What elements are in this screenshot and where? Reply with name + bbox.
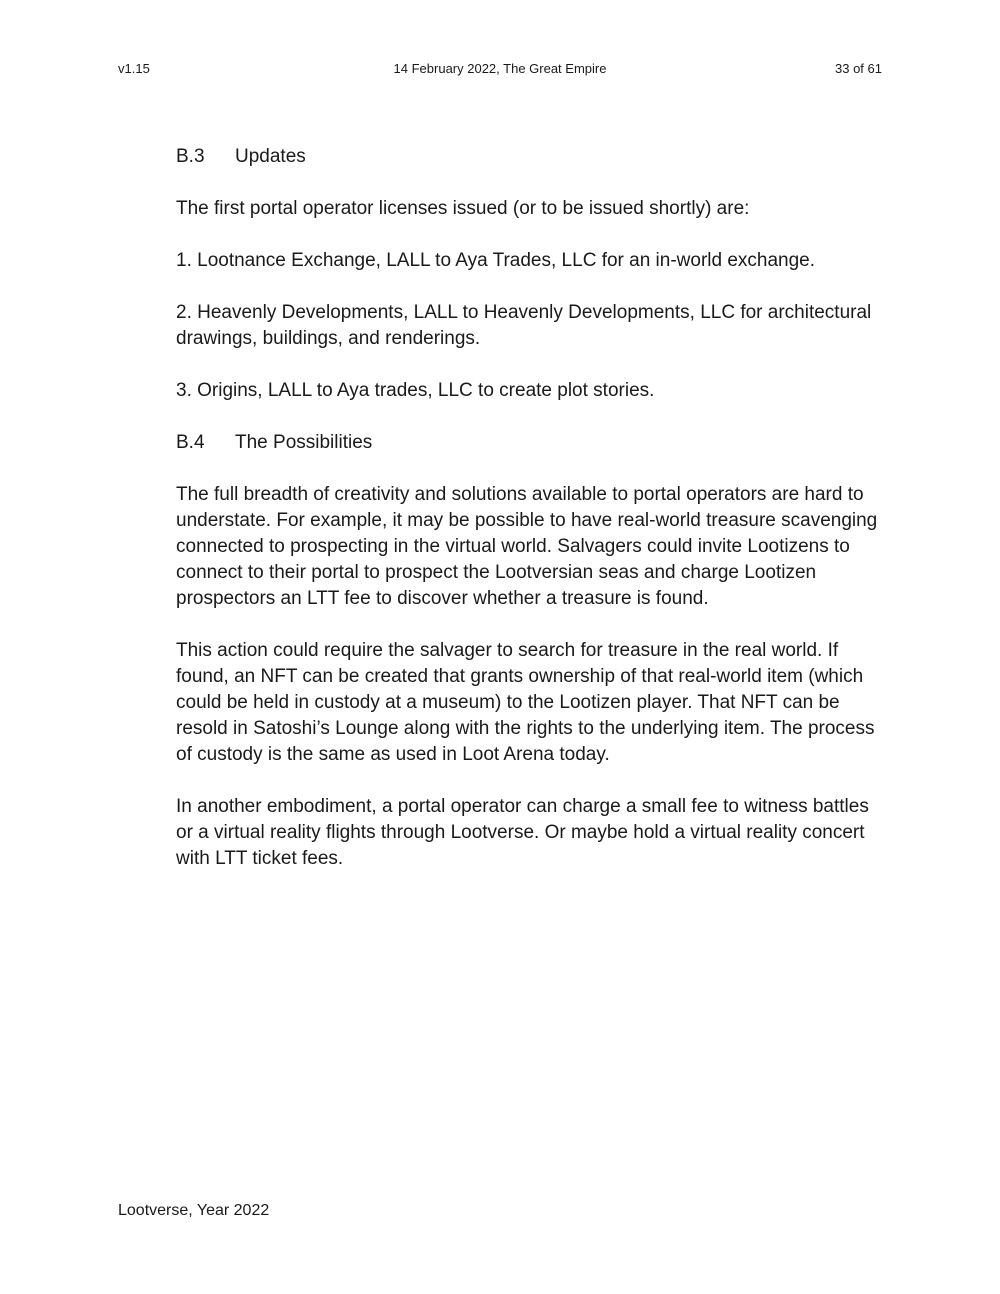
page-footer: Lootverse, Year 2022	[118, 1202, 270, 1219]
section-heading-b4	[176, 430, 888, 456]
list-item: 3. Origins, LALL to Aya trades, LLC to create plot stories.	[176, 380, 655, 401]
paragraph: In another embodiment, a portal operator can charge a small fee to witness battles or a virtual reality flights through Lootverse. Or maybe hold a virtual reality concert with LTT ticket fees.	[176, 796, 869, 869]
list-item: 1. Lootnance Exchange, LALL to Aya Trades, LLC for an in-world exchange.	[176, 250, 816, 271]
paragraph: The full breadth of creativity and solutions available to portal operators are hard to understate. For example, it may be possible to have real-world treasure scavenging connected to prospecting in the virtual world. Salvagers could invite Lootizens to connect to their portal to prospect the Lootversian seas and charge Lootizen prospectors an LTT fee to discover whether a treasure is found.	[176, 484, 878, 609]
paragraph: This action could require the salvager to search for treasure in the real world. If found, an NFT can be created that grants ownership of that real-world item (which could be held in custody at a museum) to the Lootizen player. That NFT can be resold in Satoshi’s Lounge along with the rights to the underlying item. The process of custody is the same as used in Loot Arena today.	[176, 640, 875, 765]
page-header	[118, 60, 882, 78]
page-body	[176, 144, 888, 898]
section-title: The Possibilities	[235, 432, 373, 453]
header-title: 14 February 2022, The Great Empire	[393, 61, 607, 76]
section-number: B.4	[176, 432, 205, 453]
paragraph-intro: The first portal operator licenses issued (or to be issued shortly) are:	[176, 198, 750, 219]
list-item: 2. Heavenly Developments, LALL to Heavenly Developments, LLC for architectural drawings, buildings, and renderings.	[176, 302, 872, 349]
section-number: B.3	[176, 146, 205, 167]
version-label: v1.15	[118, 61, 150, 76]
page-number: 33 of 61	[835, 61, 882, 76]
section-title: Updates	[235, 146, 306, 167]
section-heading-b3	[176, 144, 888, 170]
